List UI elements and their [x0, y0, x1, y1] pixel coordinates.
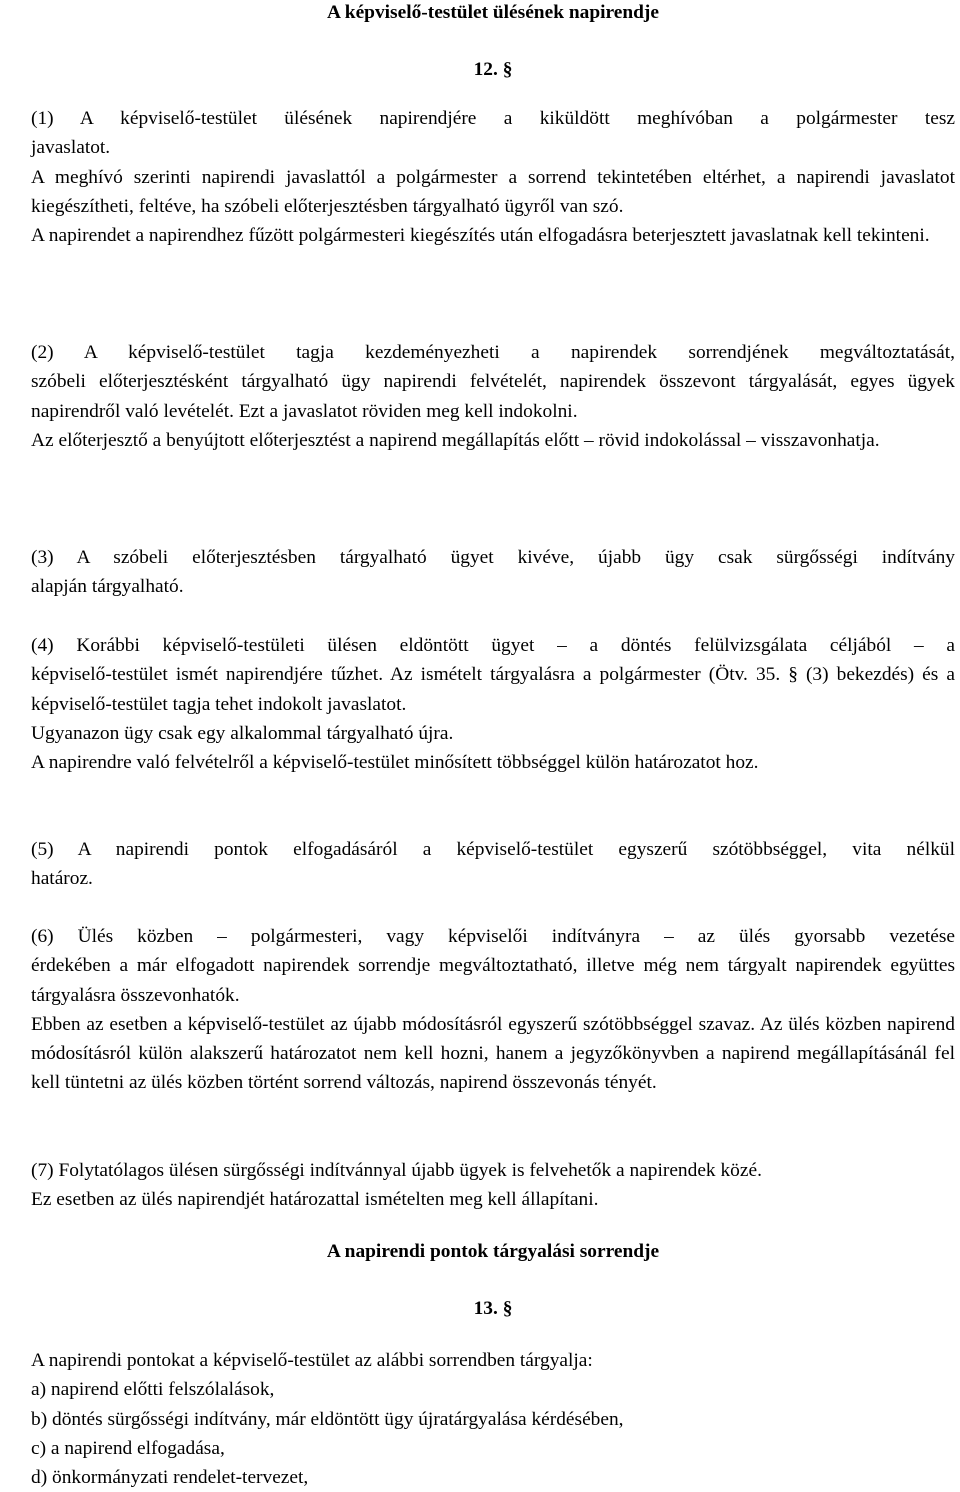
paragraph-6-text: érdekében a már elfogadott napirendek sorrendje megváltoztatható, illetve még nem tárgyalt napirendek együttes tárgyalásra összevonhatók.	[31, 955, 955, 1006]
list-item: d) önkormányzati rendelet-tervezet,	[31, 1467, 309, 1489]
paragraph-4-text: képviselő-testület ismét napirendjére tűzhet. Az ismételt tárgyalásra a polgármester (Ötv. 35. § (3) bekezdés) és a képviselő-testület tagja tehet indokolt javaslatot.	[31, 664, 955, 715]
paragraph-2-text: szóbeli előterjesztésként tárgyalható ügy napirendi felvételét, napirendek összevont tárgyalását, egyes ügyek napirendről való levételét. Ezt a javaslatot röviden meg kell indokolni.	[31, 371, 955, 422]
paragraph-6	[31, 922, 955, 1098]
paragraph-6-text-2: Ebben az esetben a képviselő-testület az újabb módosításról egyszerű szótöbbséggel szavaz. Az ülés közben napirend módosításról külön alakszerű határozatot nem kell hozni, hanem a jegyzőkönyvben a napirend megállapításánál fel kell tüntetni az ülés közben történt sorrend változás, napirend összevonás tényét.	[31, 1013, 955, 1094]
paragraph-2-line-1: (2) A képviselő-testület tagja kezdeményezheti a napirendek sorrendjének megváltoztatását,	[31, 342, 955, 363]
paragraph-7-text: Ez esetben az ülés napirendjét határozattal ismételten meg kell állapítani.	[31, 1189, 599, 1211]
paragraph-4	[31, 631, 955, 777]
paragraph-6-line-1: (6) Ülés közben – polgármesteri, vagy képviselői indítványra – az ülés gyorsabb vezetése	[31, 926, 955, 947]
section-number-2: 13. §	[473, 1298, 513, 1319]
paragraph-7-line-1: (7) Folytatólagos ülésen sürgősségi indítvánnyal újabb ügyek is felvehetők a napirendek közé.	[31, 1160, 762, 1181]
list-item: a) napirend előtti felszólalások,	[31, 1379, 275, 1401]
paragraph-3	[31, 543, 955, 602]
paragraph-1	[31, 104, 955, 250]
list-intro: A napirendi pontokat a képviselő-testület az alábbi sorrendben tárgyalja:	[31, 1350, 593, 1371]
paragraph-3-text: alapján tárgyalható.	[31, 576, 184, 598]
paragraph-4-text-2: Ugyanazon ügy csak egy alkalommal tárgyalható újra.	[31, 722, 454, 744]
section-number: 12. §	[473, 59, 513, 80]
paragraph-4-line-1: (4) Korábbi képviselő-testületi ülésen eldöntött ügyet – a döntés felülvizsgálata céljából – a	[31, 635, 955, 656]
paragraph-1-text-2: A napirendet a napirendhez fűzött polgármesteri kiegészítés után elfogadásra beterjesztett javaslatnak kell tekinteni.	[31, 225, 930, 247]
paragraph-5-line-1: (5) A napirendi pontok elfogadásáról a képviselő-testület egyszerű szótöbbséggel, vita nélkül	[31, 839, 955, 860]
paragraph-5	[31, 835, 955, 894]
paragraph-1-line-2: javaslatot.	[31, 137, 111, 159]
paragraph-5-text: határoz.	[31, 868, 93, 890]
paragraph-7	[31, 1156, 955, 1215]
section-title-2: A napirendi pontok tárgyalási sorrendje	[326, 1241, 660, 1262]
list-item: c) a napirend elfogadása,	[31, 1437, 225, 1459]
paragraph-4-text-3: A napirendre való felvételről a képviselő-testület minősített többséggel külön határozatot hoz.	[31, 752, 759, 774]
paragraph-2	[31, 338, 955, 455]
section-title: A képviselő-testület ülésének napirendje	[327, 2, 659, 23]
list-item: b) döntés sürgősségi indítvány, már eldöntött ügy újratárgyalása kérdésében,	[31, 1408, 624, 1430]
paragraph-1-line-1: (1) A képviselő-testület ülésének napirendjére a kiküldött meghívóban a polgármester tesz	[31, 108, 955, 129]
paragraph-2-text-2: Az előterjesztő a benyújtott előterjesztést a napirend megállapítás előtt – rövid indokolással – visszavonhatja.	[31, 429, 880, 451]
paragraph-1-text: A meghívó szerinti napirendi javaslattól a polgármester a sorrend tekintetében eltérhet, a napirendi javaslatot kiegészítheti, feltéve, ha szóbeli előterjesztésben tárgyalható ügyről van szó.	[31, 166, 955, 217]
ordered-list	[31, 1346, 955, 1492]
paragraph-3-line-1: (3) A szóbeli előterjesztésben tárgyalható ügyet kivéve, újabb ügy csak sürgősségi indítvány	[31, 547, 955, 568]
